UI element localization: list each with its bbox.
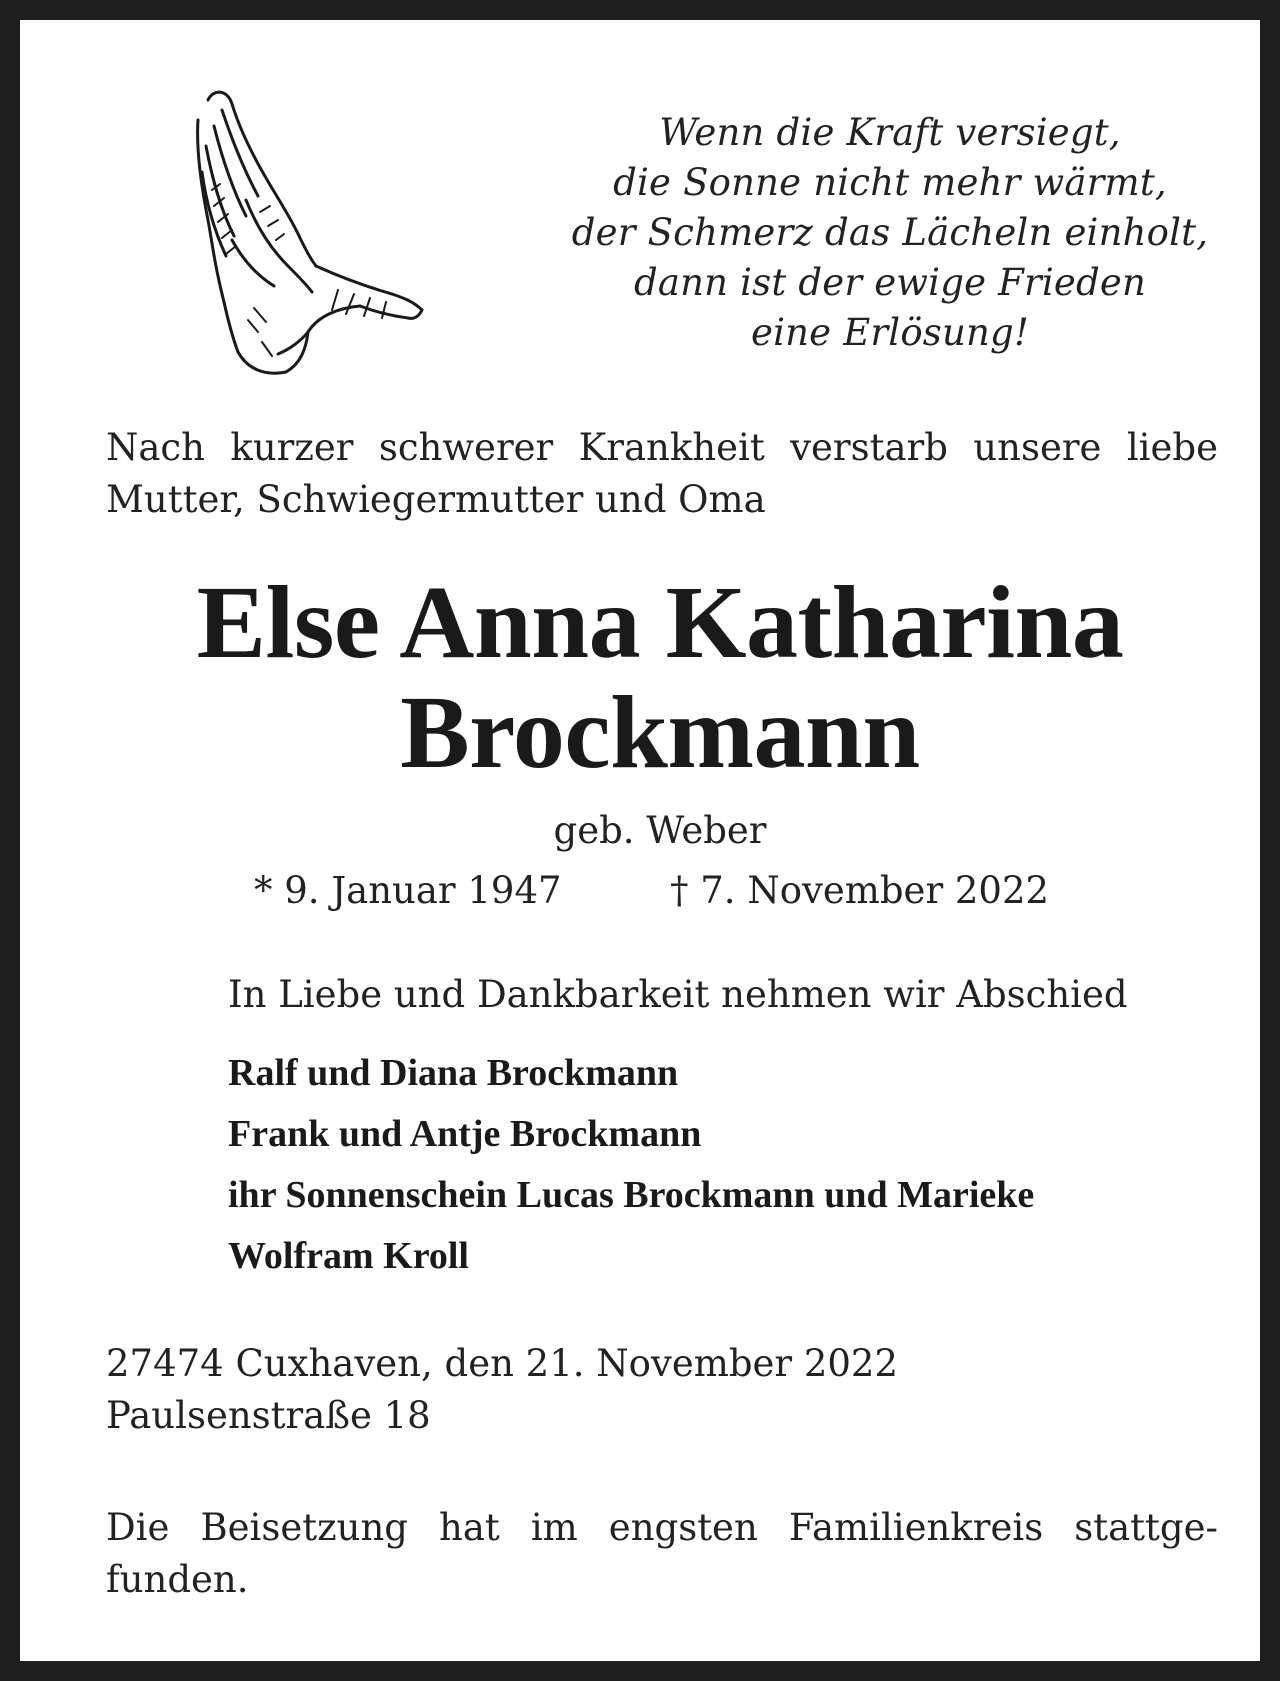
notice-line: funden. xyxy=(106,1558,249,1601)
birth-date: * 9. Januar 1947 xyxy=(254,869,562,912)
poem-line: Wenn die Kraft versiegt, xyxy=(659,111,1121,154)
poem xyxy=(520,108,1260,358)
street: Paulsenstraße 18 xyxy=(106,1394,431,1437)
intro-text xyxy=(106,422,1218,526)
poem-line: der Schmerz das Lächeln einholt, xyxy=(571,211,1209,254)
deceased-name-line2: Brockmann xyxy=(400,675,920,790)
notice-line: Die Beisetzung hat im engsten Familienkreis stattge- xyxy=(106,1506,1218,1549)
intro-line: Mutter, Schwiegermutter und Oma xyxy=(106,478,766,521)
place-date: 27474 Cuxhaven, den 21. November 2022 xyxy=(106,1342,899,1385)
death-date: † 7. November 2022 xyxy=(670,869,1050,912)
poem-line: die Sonne nicht mehr wärmt, xyxy=(613,161,1167,204)
poem-line: dann ist der ewige Frieden xyxy=(633,261,1147,304)
deceased-name xyxy=(60,565,1260,790)
deceased-name-line1: Else Anna Katharina xyxy=(196,565,1124,680)
intro-line: Nach kurzer schwerer Krankheit verstarb unsere liebe xyxy=(106,426,1218,469)
mourner: ihr Sonnenschein Lucas Brockmann und Marieke xyxy=(228,1174,1035,1216)
address xyxy=(106,1338,898,1442)
poem-line: eine Erlösung! xyxy=(750,311,1030,354)
farewell-text: In Liebe und Dankbarkeit nehmen wir Abschied xyxy=(228,973,1128,1016)
born-name: geb. Weber xyxy=(553,809,767,852)
mourner: Wolfram Kroll xyxy=(228,1235,469,1277)
praying-hands-icon xyxy=(188,80,428,380)
mourner: Frank und Antje Brockmann xyxy=(228,1113,702,1155)
mourners-list xyxy=(228,1043,1034,1287)
funeral-notice xyxy=(106,1502,1218,1606)
mourner: Ralf und Diana Brockmann xyxy=(228,1052,679,1094)
